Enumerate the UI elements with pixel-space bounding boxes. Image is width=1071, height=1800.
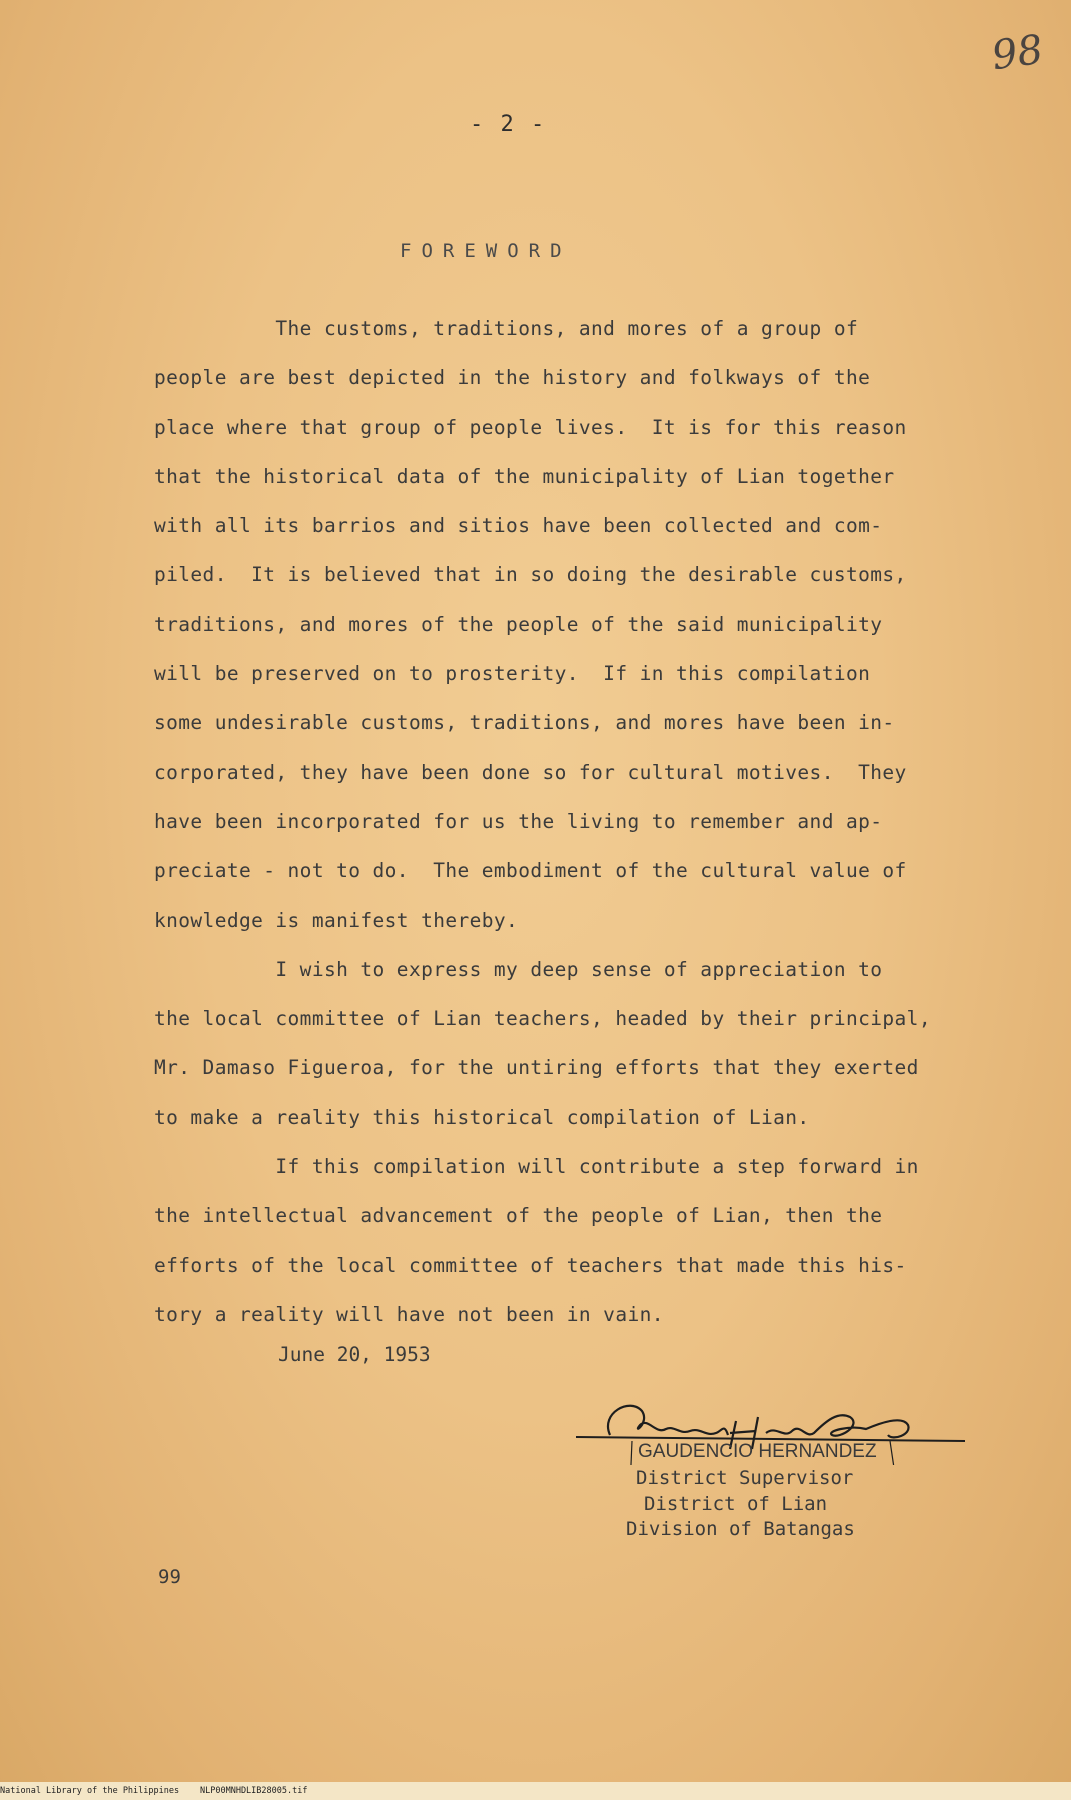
footer-page-number: 99 bbox=[158, 1566, 181, 1588]
signatory-district: District of Lian bbox=[644, 1493, 828, 1515]
body-line: corporated, they have been done so for cultural motives. They bbox=[154, 760, 907, 784]
body-line: place where that group of people lives. It is for this reason bbox=[154, 415, 907, 439]
body-line: knowledge is manifest thereby. bbox=[154, 908, 519, 932]
body-line: some undesirable customs, traditions, and mores have been in- bbox=[154, 711, 895, 735]
handwritten-archive-number: 98 bbox=[989, 26, 1046, 80]
body-line: that the historical data of the municipality of Lian together bbox=[154, 464, 895, 488]
body-line: with all its barrios and sitios have been collected and com- bbox=[154, 514, 883, 538]
signatory-title: District Supervisor bbox=[636, 1467, 854, 1489]
archive-footer-strip bbox=[0, 1782, 1071, 1800]
body-line: will be preserved on to prosterity. If in this compilation bbox=[154, 662, 871, 686]
page-number: - 2 - bbox=[470, 112, 547, 137]
archive-file-name: NLP00MNHDLIB28005.tif bbox=[200, 1786, 308, 1796]
document-date: June 20, 1953 bbox=[278, 1343, 431, 1366]
body-line: tory a reality will have not been in vain. bbox=[154, 1302, 664, 1326]
body-line: I wish to express my deep sense of appreciation to bbox=[154, 957, 883, 981]
archive-source-label: National Library of the Philippines bbox=[0, 1786, 180, 1796]
foreword-body bbox=[154, 304, 954, 1339]
body-line: have been incorporated for us the living to remember and ap- bbox=[154, 809, 883, 833]
signature-block bbox=[570, 1395, 970, 1545]
body-line: people are best depicted in the history and folkways of the bbox=[154, 366, 871, 390]
body-line: Mr. Damaso Figueroa, for the untiring efforts that they exerted bbox=[154, 1056, 919, 1080]
body-line: the local committee of Lian teachers, headed by their principal, bbox=[154, 1007, 931, 1031]
body-line: piled. It is believed that in so doing the desirable customs, bbox=[154, 563, 907, 587]
body-line: the intellectual advancement of the people of Lian, then the bbox=[154, 1204, 883, 1228]
signatory-division: Division of Batangas bbox=[626, 1518, 855, 1540]
body-line: traditions, and mores of the people of the said municipality bbox=[154, 612, 883, 636]
signatory-name: GAUDENCIO HERNANDEZ bbox=[638, 1441, 877, 1462]
page-title: FOREWORD bbox=[400, 240, 572, 262]
body-line: preciate - not to do. The embodiment of the cultural value of bbox=[154, 859, 907, 883]
body-line: If this compilation will contribute a step forward in bbox=[154, 1155, 919, 1179]
body-line: to make a reality this historical compilation of Lian. bbox=[154, 1105, 810, 1129]
body-line: The customs, traditions, and mores of a group of bbox=[154, 317, 859, 340]
body-line: efforts of the local committee of teachers that made this his- bbox=[154, 1253, 907, 1277]
